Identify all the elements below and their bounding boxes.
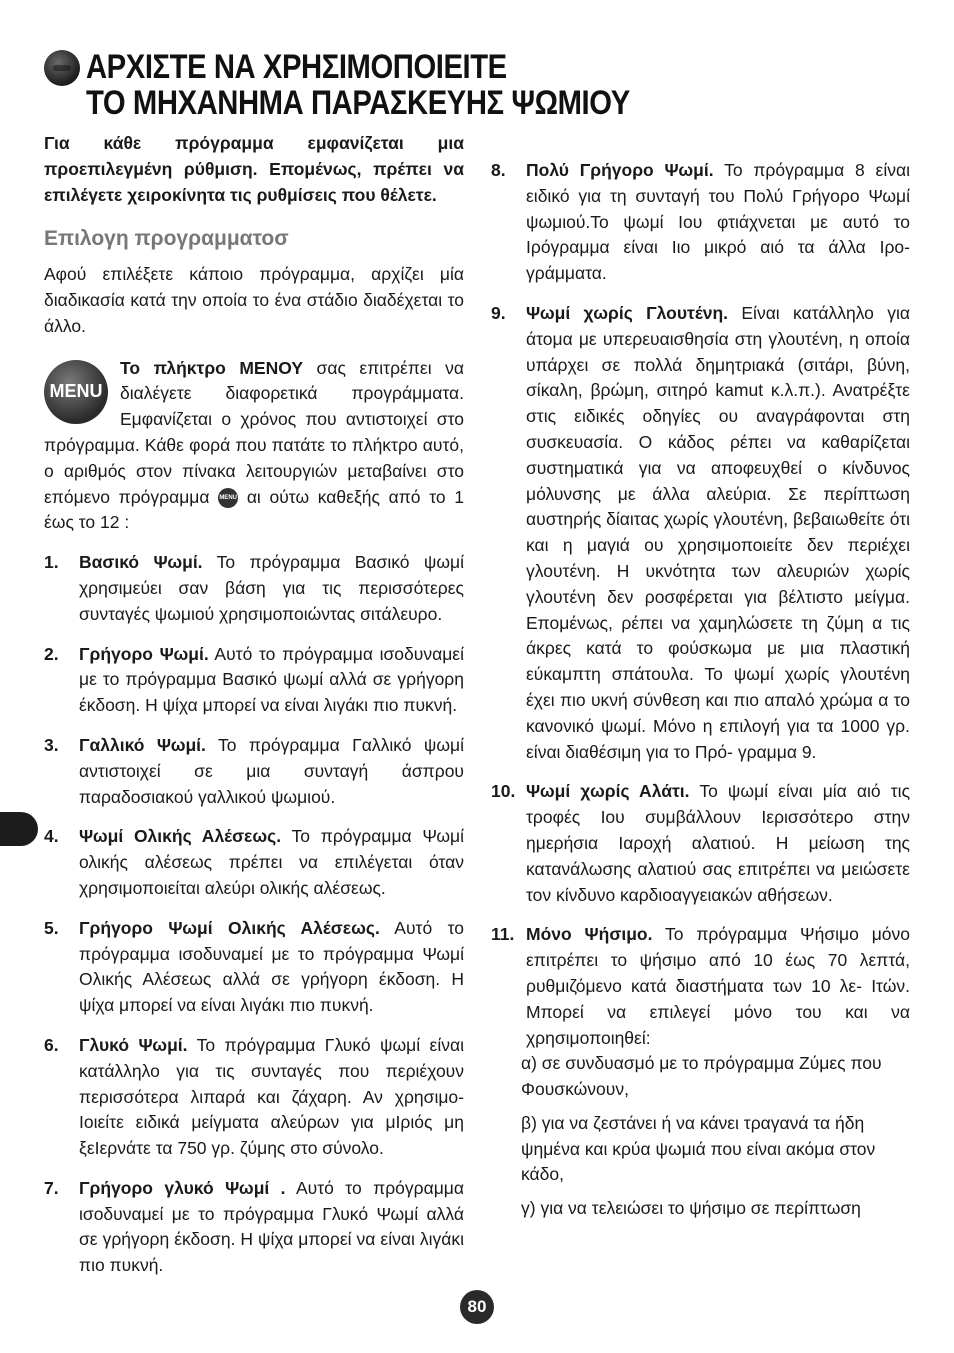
list-item: 11. Μόνο Ψήσιμο. Το πρόγραμμα Ψήσιμο μόνο επιτρέπει το ψήσιμο από 10 έως 70 λεπτά, ρυθμιζόμενο κατά διαστήματα των 10 λε- Ιτών. Μπορεί να επιλεγεί μόνο του και να χρησιμοποιηθεί:: [491, 924, 910, 1048]
list-item: 1. Βασικό Ψωμί. Το πρόγραμμα Βασικό ψωμί χρησιμεύει σαν βάση για τις περισσότερες συνταγές ψωμιού χρησιμοποιώντας σιτάλευρο.: [44, 552, 465, 624]
list-item: 2. Γρήγορο Ψωμί. Αυτό το πρόγραμμα ισοδυναμεί με το πρόγραμμα Βασικό ψωμί αλλά σε γρήγορη έκδοση. Η ψίχα μπορεί να είναι λιγάκι πιο πυκνή.: [44, 643, 464, 716]
list-item: 10. Ψωμί χωρίς Αλάτι. Το ψωμί είναι μία αιό τις τροφές Ιου συμβάλλουν Ιερισσότερο στην ημερήσια Ιαροχή αλατιού. Η μείωση της κατανάλωσης αλατιού σας επιτρέπει να μειώσετε τον κίνδυνο καρδιοαγγειακών αθήσεων.: [491, 781, 910, 905]
section-heading: Επιλογη προγραμματοσ: [44, 227, 289, 251]
list-item: 4. Ψωμί Ολικής Αλέσεως. Το πρόγραμμα Ψωμί ολικής αλέσεως πρέπει να επιλέγεται όταν χρησιμοποιείται αλεύρι ολικής αλέσεως.: [44, 826, 464, 898]
menu-button-icon: MENU: [44, 360, 108, 424]
menu-paragraph: [44, 356, 464, 537]
list-item: 9. Ψωμί χωρίς Γλουτένη. Είναι κατάλληλο για άτομα με υπερευαισθησία στη γλουτένη, η οποία υπάρχει σε πολλά δημητριακά (σιτάρι, βύνη, σίκαλη, βρώμη, σιτηρό kamut κ.λ.π.). Ανατρέξτε στις ειδικές οδηγίες ου αναγράφονται στη συσκευασία. Ο κάδος ρέπει να καθαρίζεται συστηματικά για να αποφευχθεί ο κίνδυνος μόλυνσης με άλλα αλεύρια. Σε περίπτωση αυστηρής δίαιτας χωρίς γλουτένη, βεβαιωθείτε ότι και η μαγιά ου χρησιμοποιείτε δεν περιέχει γλουτένη. Η υκνότητα των αλευριών χωρίς γλουτένη δεν ροσφέρεται για βέλτιστο μείγμα. Επομένως, ρέπει να χαμηλώσετε τη ζύμη α τις άκρες κατά το φούσκωμα με μια πλαστική εύκαμπτη σπάτουλα. Το ψωμί χωρίς γλουτένη έχει πιο υκνή σύνθεση και πιο απαλό χρώμα α το κανονικό ψωμί. Μόνο η επιλογή για τα 1000 γρ. είναι διαθέσιμη για το Πρό- γραμμα 9.: [491, 302, 910, 762]
right-column: [491, 158, 910, 1222]
section-tab-marker: [0, 812, 38, 846]
list-item: 6. Γλυκό Ψωμί. Το πρόγραμμα Γλυκό ψωμί είναι κατάλληλο για τις συνταγές που περιέχουν περισσότερα λιπαρά και ζάχαρη. Αν χρησιμο- Ιοιείτε ειδικά μείγματα αλεύρων για μΙριός μη ξεΙερνάτε τα 750 γρ. ζύμης στο σύνολο.: [44, 1034, 464, 1159]
page-number: 80: [460, 1290, 494, 1324]
list-item: 8. Πολύ Γρήγορο Ψωμί. Το πρόγραμμα 8 είναι ειδικό για τη συνταγή του Πολύ Γρήγορο Ψωμί ψωμιού.Το ψωμί Ιου φτιάχνεται με αυτό το Ιρόγραμμα είναι Ιιο μικρό αιό τα άλλα Ιρο- γράμματα.: [491, 160, 910, 284]
title-bullet-icon: [44, 50, 80, 86]
sub-item-c: γ) για να τελειώσει το ψήσιμο σε περίπτωση: [521, 1198, 861, 1219]
list-item: 3. Γαλλικό Ψωμί. Το πρόγραμμα Γαλλικό ψωμί αντιστοιχεί σε μια συνταγή άσπρου παραδοσιακού γαλλικού ψωμιού.: [44, 734, 464, 807]
list-item: 7. Γρήγορο γλυκό Ψωμί . Αυτό το πρόγραμμα ισοδυναμεί με το πρόγραμμα Γλυκό Ψωμί αλλά σε γρήγορη έκδοση. Η ψίχα μπορεί να είναι λιγάκι πιο πυκνή.: [44, 1177, 464, 1276]
intro-paragraph: Για κάθε πρόγραμμα εμφανίζεται μια προεπιλεγμένη ρύθμιση. Επομένως, πρέπει να επιλέγετε χειροκίνητα τις ρυθμίσεις που θέλετε.: [44, 133, 464, 205]
menu-lead: Το πλήκτρο ΜΕΝΟΥ: [120, 357, 304, 378]
title-line-1: ΑΡΧΙΣΤΕ ΝΑ ΧΡΗΣΙΜΟΠΟΙΕΙΤΕ: [86, 48, 507, 86]
program-list-left: [44, 550, 464, 1279]
section-paragraph: Αφού επιλέξετε κάποιο πρόγραμμα, αρχίζει μία διαδικασία κατά την οποία το ένα στάδιο διαδέχεται το άλλο.: [44, 264, 464, 336]
menu-text-1: σας επιτρέπει να διαλέγετε διαφορετικά προγράμματα. Εμφανίζεται ο χρόνος που αντιστοιχεί στο πρόγραμμα. Κάθε φορά που πατάτε το πλήκτρο αυτό, ο αριθμός στον πίνακα λειτουργιών μεταβαίνει στο επόμενο πρόγραμμα: [44, 357, 464, 507]
left-column: [44, 131, 464, 1279]
list-item: 5. Γρήγορο Ψωμί Ολικής Αλέσεως. Αυτό το πρόγραμμα ισοδυναμεί με το πρόγραμμα Ψωμί Ολικής Αλέσεως αλλά σε γρήγορη έκδοση. Η ψίχα μπορεί να είναι λιγάκι πιο πυκνή.: [44, 917, 464, 1016]
title-line-2: ΤΟ ΜΗΧΑΝΗΜΑ ΠΑΡΑΣΚΕΥΗΣ ΨΩΜΙΟΥ: [86, 84, 630, 122]
sub-item-b: β) για να ζεστάνει ή να κάνει τραγανά τα ήδη ψημένα και κρύα ψωμιά που είναι ακόμα στον κάδο,: [521, 1112, 876, 1185]
menu-mini-icon: MENU: [218, 488, 238, 508]
sub-item-a: α) σε συνδυασμό με το πρόγραμμα Ζύμες που Φουσκώνουν,: [521, 1053, 882, 1100]
menu-text-2: αι ούτω καθεξής από το 1 έως το 12 :: [44, 486, 464, 533]
